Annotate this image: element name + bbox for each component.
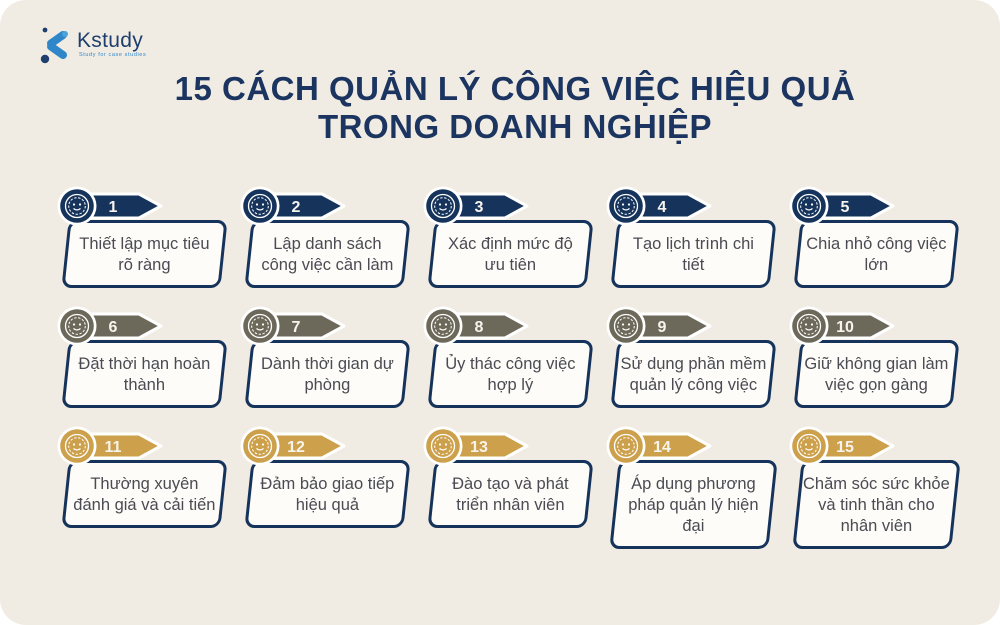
svg-text:2: 2	[291, 199, 301, 216]
seal-icon	[423, 426, 463, 466]
seal-icon	[423, 186, 463, 226]
method-label: Tạo lịch trình chi tiết	[632, 235, 754, 274]
method-card-body	[793, 220, 959, 288]
method-card	[789, 426, 959, 546]
method-card	[789, 306, 959, 426]
methods-grid	[57, 186, 959, 546]
method-card	[606, 426, 776, 546]
svg-text:5: 5	[840, 199, 850, 216]
method-label: Đặt thời hạn hoàn thành	[78, 355, 211, 394]
page-title-line1: 15 CÁCH QUẢN LÝ CÔNG VIỆC HIỆU QUẢ	[174, 70, 856, 107]
number-banner	[789, 186, 959, 226]
method-label: Đảm bảo giao tiếp hiệu quả	[260, 475, 395, 514]
kstudy-logo-text	[77, 30, 146, 58]
method-card-body	[244, 340, 410, 408]
number-banner	[240, 186, 410, 226]
method-label: Đào tạo và phát triển nhân viên	[452, 475, 569, 514]
kstudy-logo-icon	[38, 24, 70, 66]
method-card-body	[792, 460, 960, 549]
number-banner	[423, 306, 593, 346]
method-label: Áp dụng phương pháp quản lý hiện đại	[628, 475, 759, 535]
method-card	[423, 426, 593, 546]
seal-icon	[57, 426, 97, 466]
number-banner	[606, 426, 776, 466]
number-banner	[789, 426, 959, 466]
method-label: Lập danh sách công việc cần làm	[261, 235, 394, 274]
method-card	[423, 306, 593, 426]
method-card-body	[427, 460, 593, 528]
method-label: Xác định mức độ ưu tiên	[448, 235, 573, 274]
number-banner	[57, 426, 227, 466]
number-banner	[423, 426, 593, 466]
svg-text:15: 15	[836, 439, 854, 456]
seal-icon	[240, 426, 280, 466]
method-label: Thiết lập mục tiêu rõ ràng	[79, 235, 210, 274]
svg-text:10: 10	[836, 319, 854, 336]
seal-icon	[606, 186, 646, 226]
seal-icon	[789, 306, 829, 346]
number-banner	[240, 426, 410, 466]
seal-icon	[606, 426, 646, 466]
method-card	[240, 306, 410, 426]
seal-icon	[57, 306, 97, 346]
kstudy-logo	[38, 24, 146, 66]
number-banner	[606, 186, 776, 226]
method-label: Ủy thác công việc hợp lý	[445, 355, 576, 394]
svg-text:12: 12	[287, 439, 305, 456]
logo-tagline: Study for case studies	[79, 52, 147, 58]
seal-icon	[789, 426, 829, 466]
method-label: Giữ không gian làm việc gọn gàng	[804, 355, 949, 394]
number-banner	[240, 306, 410, 346]
method-card	[57, 306, 227, 426]
method-card-body	[244, 220, 410, 288]
method-label: Chia nhỏ công việc lớn	[806, 235, 947, 274]
seal-icon	[240, 306, 280, 346]
seal-icon	[789, 186, 829, 226]
page-title-line2: TRONG DOANH NGHIỆP	[317, 108, 712, 145]
method-card	[57, 186, 227, 306]
number-banner	[57, 186, 227, 226]
method-label: Thường xuyên đánh giá và cải tiến	[73, 475, 216, 514]
svg-text:1: 1	[108, 199, 118, 216]
number-banner	[789, 306, 959, 346]
method-card	[606, 306, 776, 426]
method-card-body	[610, 340, 776, 408]
method-card-body	[61, 460, 227, 528]
seal-icon	[606, 306, 646, 346]
svg-text:13: 13	[470, 439, 488, 456]
svg-text:14: 14	[653, 439, 671, 456]
method-label: Dành thời gian dự phòng	[260, 355, 394, 394]
logo-name: Kstudy	[77, 29, 143, 52]
svg-text:7: 7	[291, 319, 301, 336]
number-banner	[423, 186, 593, 226]
svg-text:11: 11	[104, 439, 122, 456]
seal-icon	[57, 186, 97, 226]
method-card-body	[793, 340, 959, 408]
svg-text:6: 6	[108, 319, 118, 336]
method-card-body	[61, 340, 227, 408]
method-card	[240, 426, 410, 546]
svg-text:3: 3	[474, 199, 484, 216]
number-banner	[57, 306, 227, 346]
method-card-body	[609, 460, 777, 549]
method-card-body	[244, 460, 410, 528]
page-title	[0, 70, 1000, 146]
method-card-body	[610, 220, 776, 288]
seal-icon	[240, 186, 280, 226]
method-card	[57, 426, 227, 546]
seal-icon	[423, 306, 463, 346]
method-card-body	[427, 220, 593, 288]
method-card	[789, 186, 959, 306]
number-banner	[606, 306, 776, 346]
method-card-body	[61, 220, 227, 288]
svg-text:4: 4	[657, 199, 667, 216]
method-label: Sử dụng phần mềm quản lý công việc	[620, 355, 767, 394]
method-label: Chăm sóc sức khỏe và tinh thần cho nhân viên	[803, 475, 950, 535]
svg-text:8: 8	[474, 319, 484, 336]
method-card	[240, 186, 410, 306]
method-card	[606, 186, 776, 306]
method-card	[423, 186, 593, 306]
method-card-body	[427, 340, 593, 408]
svg-text:9: 9	[657, 319, 667, 336]
